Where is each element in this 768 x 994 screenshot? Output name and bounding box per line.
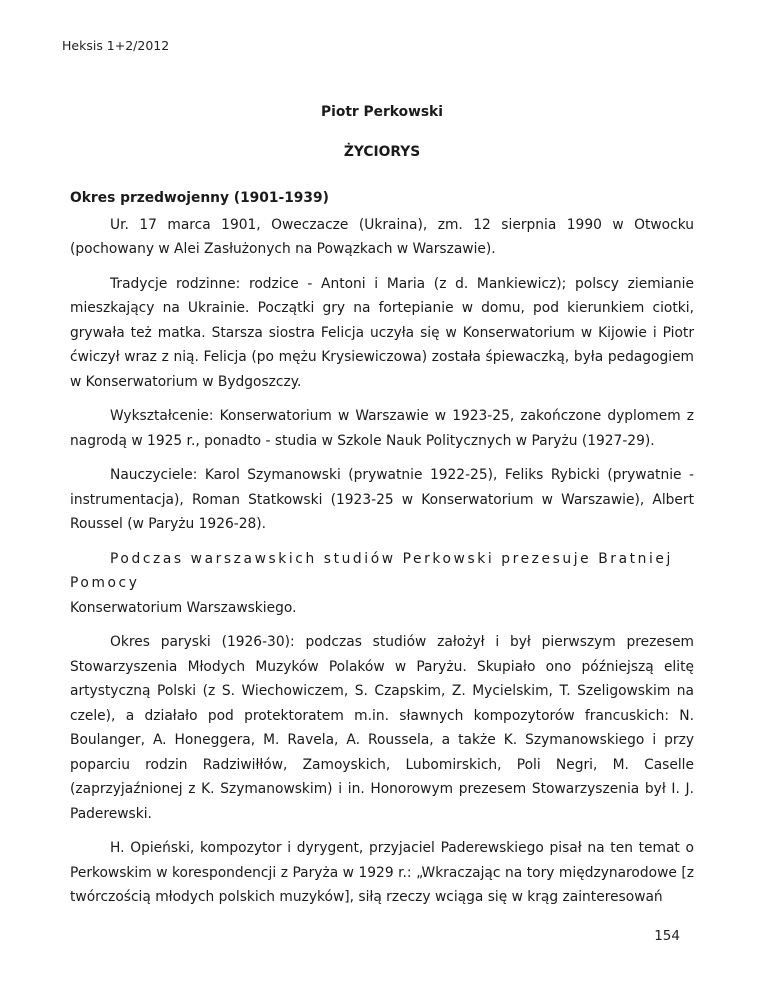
- author-name: Piotr Perkowski: [321, 104, 443, 120]
- article-title: ŻYCIORYS: [343, 143, 421, 160]
- section-heading: Okres przedwojenny (1901-1939): [70, 190, 329, 206]
- paragraph-paris: Okres paryski (1926-30): podczas studiów założył i był pierwszym prezesem Stowarzyszenia Młodych Muzyków Polaków w Paryżu. Skupiało ono późniejszą elitę artystyczną Polski (z S. Wiechowiczem, S. Czapskim, Z. Mycielskim, T. Szeligowskim na czele), a działało pod protektoratem m.in. sławnych kompozytorów francuskich: N. Boulanger, A. Honeggera, M. Ravela, A. Roussela, a także K. Szymanowskiego i przy poparciu rodzin Radziwiłłów, Zamoyskich, Lubomirskich, Poli Negri, M. Caselle (zaprzyjaźnionej z K. Szymanowskim) i in. Honorowym prezesem Stowarzyszenia był I. J. Paderewski.: [70, 634, 694, 822]
- paragraph-teachers: Nauczyciele: Karol Szymanowski (prywatnie 1922-25), Feliks Rybicki (prywatnie - instrumentacja), Roman Statkowski (1923-25 w Konserwatorium w Warszawie), Albert Roussel (w Paryżu 1926-28).: [70, 467, 694, 532]
- journal-header: Heksis 1+2/2012: [62, 38, 170, 53]
- paragraph-education: Wykształcenie: Konserwatorium w Warszawie w 1923-25, zakończone dyplomem z nagrodą w 1925 r., ponadto - studia w Szkole Nauk Politycznych w Paryżu (1927-29).: [70, 408, 694, 449]
- paragraph-studies: [70, 547, 694, 621]
- article-body: [70, 100, 694, 920]
- paragraph-studies-lead: Podczas warszawskich studiów Perkowski prezesuje Bratniej Pomocy: [70, 550, 673, 591]
- paragraph-birth: Ur. 17 marca 1901, Oweczacze (Ukraina), zm. 12 sierpnia 1990 w Otwocku (pochowany w Alei Zasłużonych na Powązkach w Warszawie).: [70, 216, 694, 257]
- paragraph-opienski: H. Opieński, kompozytor i dyrygent, przyjaciel Paderewskiego pisał na ten temat o Perkowskim w korespondencji z Paryża w 1929 r.: „Wkraczając na tory międzynarodowe [z twórczością młodych polskich muzyków], siłą rzeczy wciąga się w krąg zainteresowań: [70, 840, 694, 905]
- paragraph-family: Tradycje rodzinne: rodzice - Antoni i Maria (z d. Mankiewicz); polscy ziemianie mieszkający na Ukrainie. Początki gry na fortepianie w domu, pod kierunkiem ciotki, grywała też matka. Starsza siostra Felicja uczyła się w Konserwatorium w Kijowie i Piotr ćwiczył wraz z nią. Felicja (po mężu Krysiewiczowa) została śpiewaczką, była pedagogiem w Konserwatorium w Bydgoszczy.: [70, 275, 694, 390]
- paragraph-studies-tail: Konserwatorium Warszawskiego.: [70, 599, 297, 616]
- page-number: 154: [654, 928, 680, 944]
